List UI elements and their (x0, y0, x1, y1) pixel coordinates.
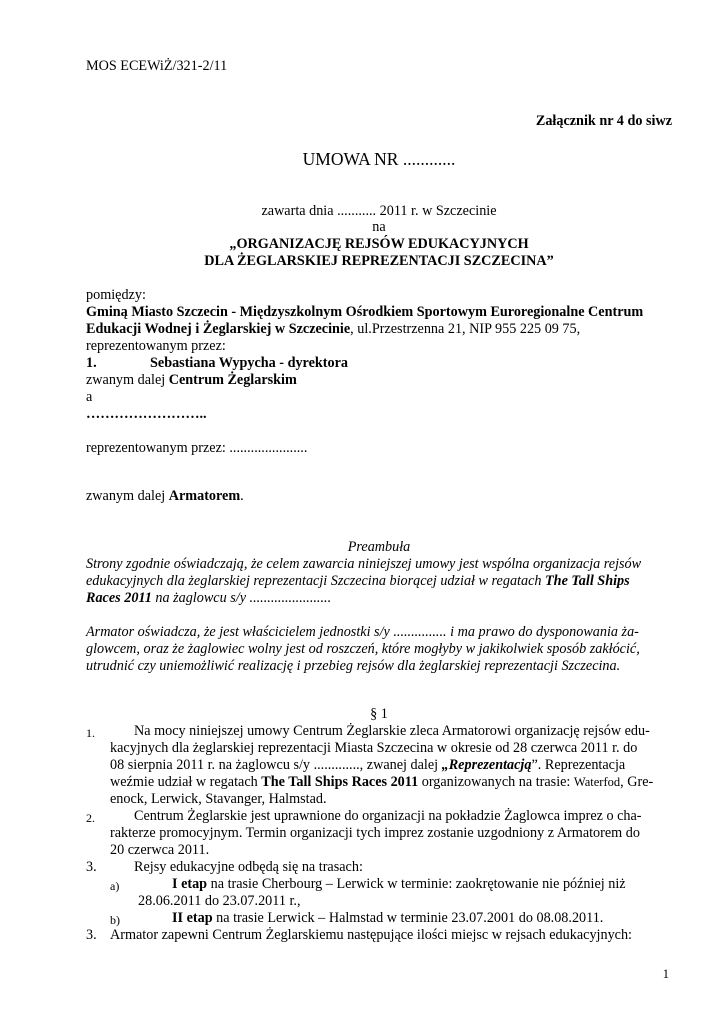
waterford-port: Waterfod (573, 775, 621, 789)
stage-2-label: II etap (172, 910, 213, 926)
item-1-line5: enock, Lerwick, Stavanger, Halmstad. (110, 791, 327, 807)
item-1-line3-c: ”. Reprezentacja (531, 757, 626, 773)
party-gmina-line2 (86, 321, 580, 338)
representative-name: Sebastiana Wypycha - dyrektora (150, 355, 348, 371)
item-3b-letter: b) (110, 913, 120, 927)
item-2-number: 2. (86, 811, 95, 825)
regatta-name-part1: The Tall Ships (545, 573, 630, 589)
preamble-p1-line3-text: na żaglowcu s/y ....................... (151, 590, 332, 606)
item-3b-line1 (172, 910, 603, 927)
stage-2-route: na trasie Lerwick – Halmstad w terminie 23.07.2001 do 08.08.2011. (212, 910, 604, 926)
contract-na: na (372, 219, 386, 235)
contract-subject-line1: „ORGANIZACJĘ REJSÓW EDUKACYJNYCH (229, 236, 529, 252)
alias-centrum: Centrum Żeglarskim (168, 372, 297, 388)
item-2-line2: rakterze promocyjnym. Termin organizacji tych imprez zostanie uzgodniony z Armatorem do (110, 825, 640, 841)
representative-number: 1. (86, 355, 97, 371)
regatta-name: The Tall Ships Races 2011 (261, 774, 419, 790)
party-gmina-line1: Gminą Miasto Szczecin - Międzyszkolnym Ośrodkiem Sportowym Euroregionalne Centrum (86, 304, 644, 320)
section-1-heading: § 1 (370, 706, 388, 722)
contract-subject-line2: DLA ŻEGLARSKIEJ REPREZENTACJI SZCZECINA” (204, 253, 554, 269)
pomiedzy-label: pomiędzy: (86, 287, 146, 303)
alias2-prefix: zwanym dalej (86, 488, 169, 504)
represented-by-label-2: reprezentowanym przez: ...................... (86, 440, 308, 456)
attachment-label: Załącznik nr 4 do siwz (535, 113, 672, 129)
alias2-suffix: . (240, 488, 244, 504)
alias-prefix: zwanym dalej (86, 372, 169, 388)
item-4-text: Armator zapewni Centrum Żeglarskiemu następujące ilości miejsc w rejsach edukacyjnych: (110, 927, 632, 943)
party-gmina-name-end: Edukacji Wodnej i Żeglarskiej w Szczecinie (86, 321, 351, 337)
preamble-p1-line3 (86, 590, 331, 607)
item-1-line4 (110, 774, 672, 791)
party2-alias (86, 488, 244, 505)
stage-1-route: na trasie Cherbourg – Lerwick w terminie: zaokrętowanie nie później niż (207, 876, 626, 892)
item-1-number: 1. (86, 726, 95, 740)
item-2-line3: 20 czerwca 2011. (110, 842, 210, 858)
item-4-number: 3. (86, 927, 97, 943)
item-3-text: Rejsy edukacyjne odbędą się na trasach: (134, 859, 363, 875)
preamble-p2-line2: glowcem, oraz że żaglowiec wolny jest od roszczeń, które mogłyby w jakikolwiek sposób zakłócić, (86, 641, 640, 657)
item-1-line3-a: 08 sierpnia 2011 r. na żaglowcu s/y ............., zwanej dalej (110, 757, 442, 773)
reprezentacja-term: „Reprezentacją (441, 757, 532, 773)
preamble-heading: Preambuła (347, 539, 411, 555)
preamble-p2-line3: utrudnić czy uniemożliwić realizację i przebieg rejsów dla żeglarskiej reprezentacji Szczecina. (86, 658, 621, 674)
alias-armator: Armatorem (168, 488, 241, 504)
document-reference: MOS ECEWiŻ/321-2/11 (86, 58, 228, 74)
preamble-p1-line2 (86, 573, 672, 590)
item-3a-line1 (172, 876, 672, 893)
party1-alias (86, 372, 297, 389)
item-2-line1: Centrum Żeglarskie jest uprawnione do organizacji na pokładzie Żaglowca imprez o cha- (134, 808, 642, 824)
item-1-line4-c: organizowanych na trasie: (418, 774, 574, 790)
party2-placeholder: …………………….. (86, 406, 207, 422)
item-1-line1: Na mocy niniejszej umowy Centrum Żeglarskie zleca Armatorowi organizację rejsów edu- (134, 723, 650, 739)
item-1-line2: kacyjnych dla żeglarskiej reprezentacji Miasta Szczecina w okresie od 28 czerwca 2011 r. do (110, 740, 638, 756)
preamble-p1-line1: Strony zgodnie oświadczają, że celem zawarcia niniejszej umowy jest wspólna organizacja rejsów (86, 556, 642, 572)
party-gmina-address: , ul.Przestrzenna 21, NIP 955 225 09 75, (350, 321, 581, 337)
contract-date-line: zawarta dnia ........... 2011 r. w Szczecinie (261, 203, 497, 219)
preamble-p1-line2-text: edukacyjnych dla żeglarskiej reprezentacji Szczecina biorącej udział w regatach (86, 573, 542, 589)
item-1-line4-a: weźmie udział w regatach (110, 774, 262, 790)
conjunction-a: a (86, 389, 93, 405)
stage-1-label: I etap (172, 876, 208, 892)
item-3-number: 3. (86, 859, 97, 875)
regatta-name-part2: Races 2011 (86, 590, 152, 606)
item-3a-letter: a) (110, 879, 120, 893)
item-1-line3 (110, 757, 672, 774)
contract-title: UMOWA NR ............ (302, 149, 456, 169)
represented-by-label: reprezentowanym przez: (86, 338, 226, 354)
preamble-p2-line1: Armator oświadcza, że jest właścicielem jednostki s/y ............... i ma prawo do dysponowania ża- (86, 624, 639, 640)
page-number: 1 (662, 967, 669, 981)
item-1-line4-e: , Gre- (620, 774, 654, 790)
item-3a-line2: 28.06.2011 do 23.07.2011 r., (138, 893, 301, 909)
